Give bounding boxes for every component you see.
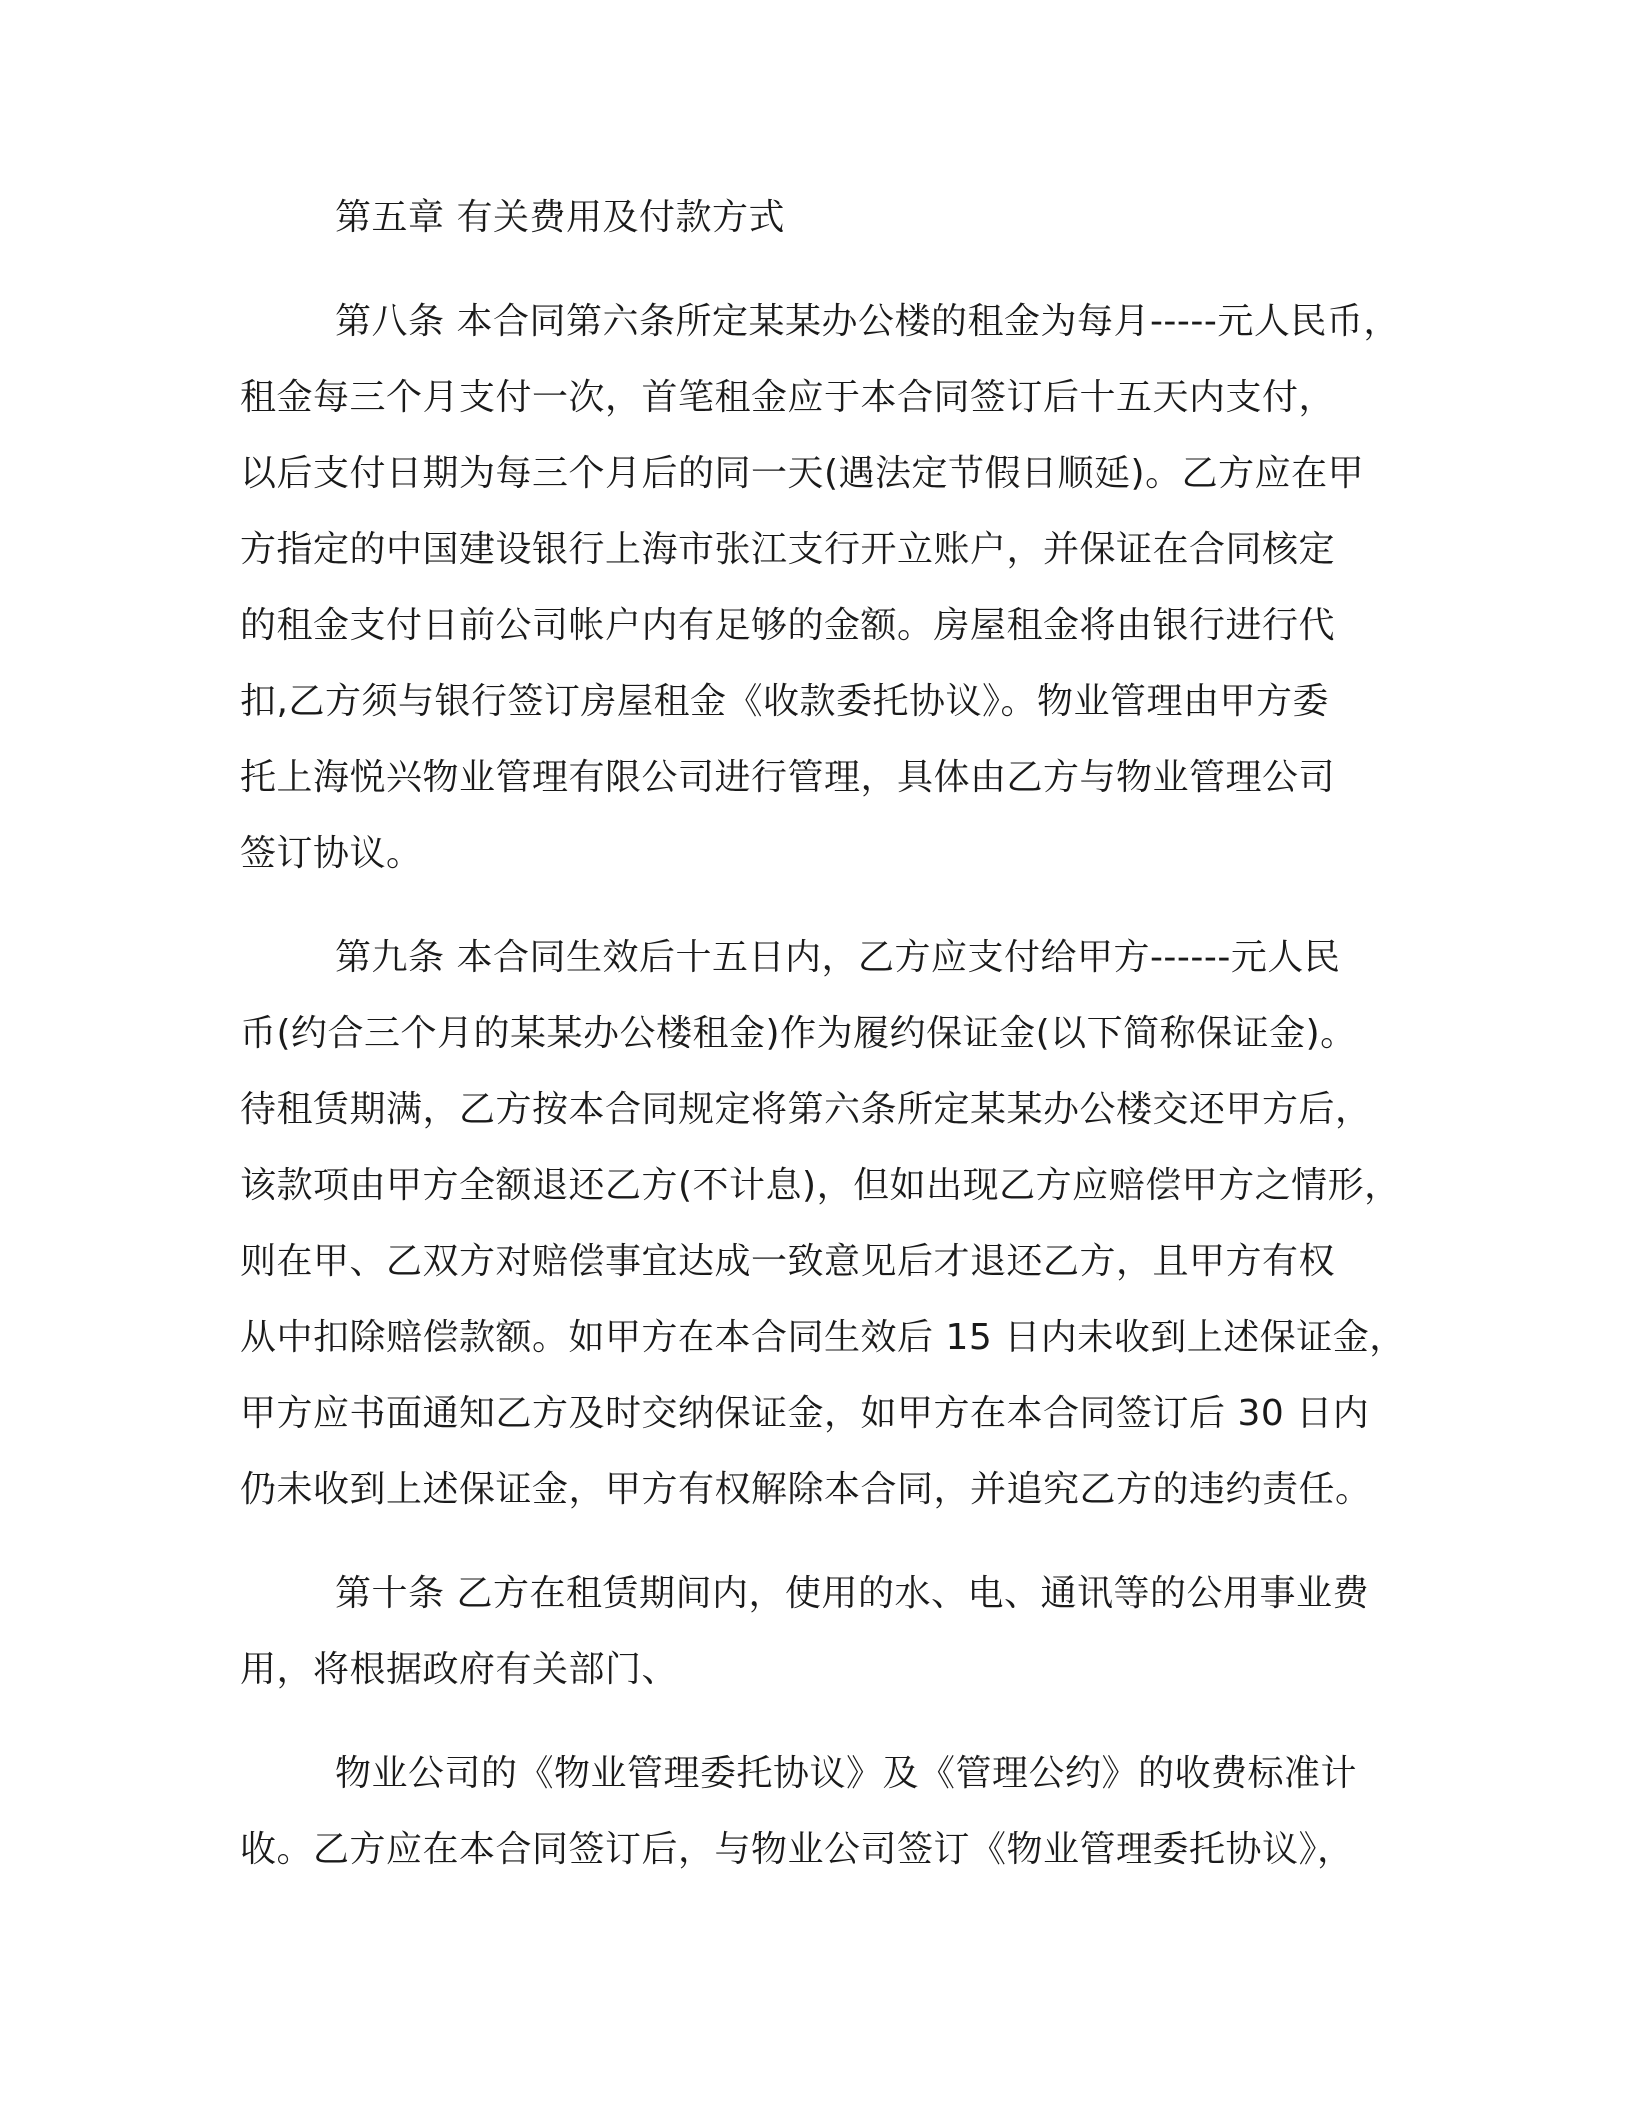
article-9-line-6: 从中扣除赔偿款额。如甲方在本合同生效后 15 日内未收到上述保证金， bbox=[240, 1317, 1406, 1358]
article-10-cont-line-1: 物业公司的《物业管理委托协议》及《管理公约》的收费标准计 bbox=[335, 1753, 1358, 1794]
article-8-line-8: 签订协议。 bbox=[240, 833, 423, 874]
article-8-line-5: 的租金支付日前公司帐户内有足够的金额。房屋租金将由银行进行代 bbox=[240, 605, 1336, 646]
article-8-line-1: 第八条 本合同第六条所定某某办公楼的租金为每月-----元人民币， bbox=[335, 301, 1400, 342]
article-9-line-5: 则在甲、乙双方对赔偿事宜达成一致意见后才退还乙方，且甲方有权 bbox=[240, 1241, 1336, 1282]
article-8-line-7: 托上海悦兴物业管理有限公司进行管理，具体由乙方与物业管理公司 bbox=[240, 757, 1336, 798]
article-9-line-4: 该款项由甲方全额退还乙方(不计息)，但如出现乙方应赔偿甲方之情形， bbox=[240, 1165, 1401, 1206]
chapter-title: 第五章 有关费用及付款方式 bbox=[335, 197, 785, 238]
article-9-line-2: 币(约合三个月的某某办公楼租金)作为履约保证金(以下简称保证金)。 bbox=[240, 1013, 1357, 1054]
article-9-line-8: 仍未收到上述保证金，甲方有权解除本合同，并追究乙方的违约责任。 bbox=[240, 1469, 1372, 1510]
article-8-line-3: 以后支付日期为每三个月后的同一天(遇法定节假日顺延)。乙方应在甲 bbox=[240, 453, 1365, 494]
article-9-line-1: 第九条 本合同生效后十五日内，乙方应支付给甲方------元人民 bbox=[335, 937, 1341, 978]
article-9-line-3: 待租赁期满，乙方按本合同规定将第六条所定某某办公楼交还甲方后， bbox=[240, 1089, 1372, 1130]
article-9-line-7: 甲方应书面通知乙方及时交纳保证金，如甲方在本合同签订后 30 日内 bbox=[240, 1393, 1370, 1434]
article-10-line-2: 用，将根据政府有关部门、 bbox=[240, 1649, 679, 1690]
article-10-cont-line-2: 收。乙方应在本合同签订后，与物业公司签订《物业管理委托协议》， bbox=[240, 1829, 1354, 1870]
article-8-line-4: 方指定的中国建设银行上海市张江支行开立账户，并保证在合同核定 bbox=[240, 529, 1336, 570]
article-10-line-1: 第十条 乙方在租赁期间内，使用的水、电、通讯等的公用事业费 bbox=[335, 1573, 1369, 1614]
article-8-line-6: 扣,乙方须与银行签订房屋租金《收款委托协议》。物业管理由甲方委 bbox=[240, 681, 1329, 722]
article-8-line-2: 租金每三个月支付一次，首笔租金应于本合同签订后十五天内支付， bbox=[240, 377, 1336, 418]
